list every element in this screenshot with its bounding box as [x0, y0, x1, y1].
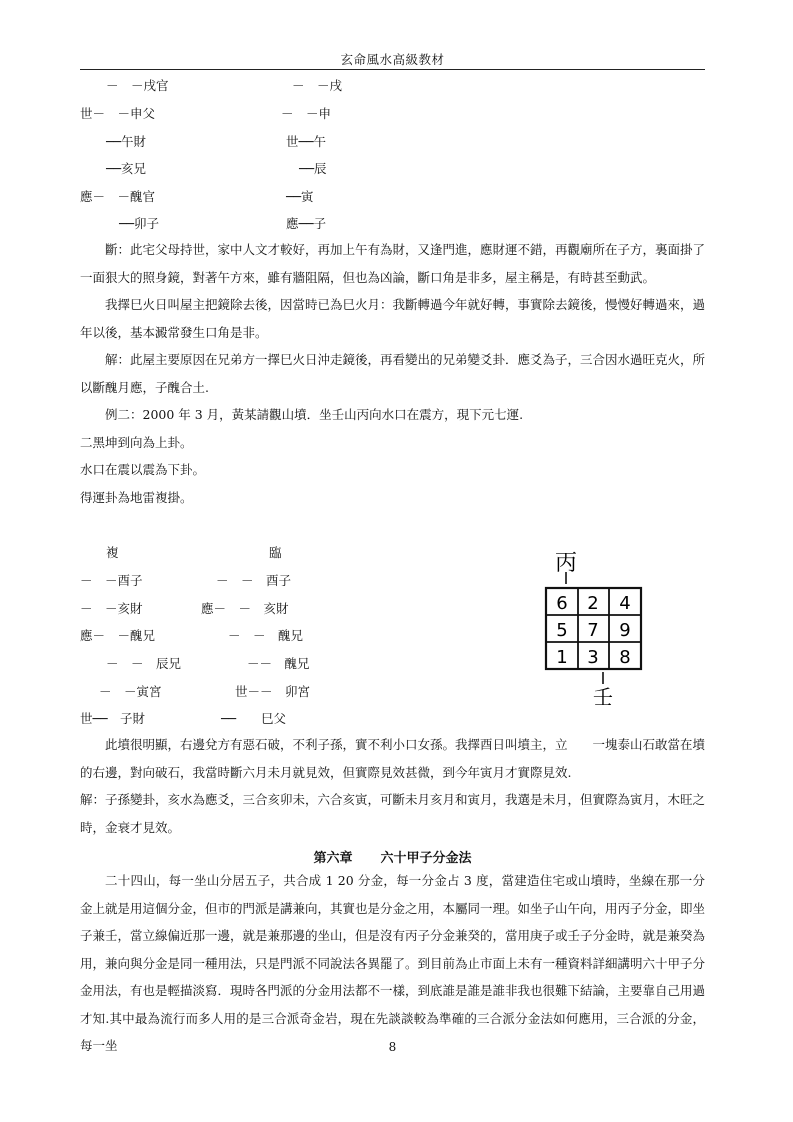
- hex2-right-line-6: ── 巳父: [221, 711, 287, 726]
- paragraph-explanation: 解：此屋主要原因在兄弟方一擇巳火日沖走鏡後，再看變出的兄弟變爻卦．應爻為子，三合因水過旺克火，所以斷醜月應，子醜合土.: [80, 352, 706, 395]
- example2-line-2: 水口在震以震為下卦。: [80, 462, 206, 477]
- grid-cell: 6: [556, 593, 568, 614]
- page-header: 玄命風水高級教材: [340, 52, 445, 67]
- header-rule: [80, 69, 705, 70]
- grid-cell: 8: [619, 647, 631, 668]
- paragraph-judgement: 斷：此宅父母持世，家中人文才較好，再加上午有為財，又逢門進，應財運不錯，再觀廟所在子方，裏面掛了一面狠大的照身鏡，對著午方來，雖有牆阻隔，但也為凶論，斷口角是非多，屋主稱是，有時甚至動武。: [80, 242, 706, 285]
- hex1-left-line-4: ──亥兄: [106, 161, 147, 176]
- hex2-right-line-3: － － 醜兄: [228, 628, 304, 643]
- hex1-right-line-2: － －申: [281, 106, 332, 121]
- hex2-right-title: 臨: [269, 545, 282, 560]
- grid-cell: 1: [556, 647, 568, 668]
- grid-cell: 7: [587, 620, 599, 641]
- chapter-heading: [80, 847, 705, 866]
- hex2-left-line-5: － －寅宮: [99, 684, 162, 699]
- example2-line-3: 得運卦為地雷複掛。: [80, 489, 193, 505]
- paragraph-example2-intro: 例二：2000 年 3 月，黃某請觀山墳．坐壬山丙向水口在震方，現下元七運.: [105, 407, 524, 422]
- hex1-right-line-1: － －戌: [292, 78, 343, 93]
- grid-cell: 4: [619, 593, 631, 614]
- hex1-left-line-1: － －戌官: [106, 78, 169, 93]
- hex1-right-line-4: ──辰: [299, 161, 327, 176]
- hex2-left-line-4: － － 辰兄: [106, 656, 182, 671]
- hex2-right-line-5: 世－－ 卯宮: [235, 684, 311, 699]
- hex1-left-line-6: ──卯子: [119, 216, 160, 231]
- chapter-number: 第六章: [313, 851, 353, 866]
- grid-cell: 5: [556, 620, 568, 641]
- hex1-left-line-2: 世－ －申父: [80, 106, 156, 121]
- hex2-right-line-4: －－ 醜兄: [247, 656, 310, 671]
- example2-line-1: 二黑坤到向為上卦。: [80, 434, 193, 450]
- hex1-right-line-6: 應──子: [286, 216, 327, 231]
- grid-cell: 9: [619, 620, 631, 641]
- hex2-left-title: 複: [106, 545, 119, 560]
- grid-cell: 3: [587, 647, 599, 668]
- hex2-right-line-2: 應－ － 亥財: [201, 601, 289, 616]
- hex2-left-line-3: 應－ －醜兄: [80, 628, 156, 643]
- paragraphs-section-3: [80, 867, 705, 1060]
- flying-star-chart: [540, 548, 670, 708]
- paragraph-grave-explanation: 解：子孫變卦，亥水為應爻，三合亥卯未，六合亥寅，可斷未月亥月和寅月，我選是未月，但實際為寅月，木旺之時，金衰才見效。: [80, 792, 706, 835]
- hex1-left-line-3: ──午財: [106, 134, 147, 149]
- hex1-right-line-3: 世──午: [286, 134, 327, 149]
- paragraphs-section-1: [80, 236, 705, 511]
- hex1-right-line-5: ──寅: [286, 189, 314, 204]
- compass-top-label: 丙: [554, 551, 578, 576]
- paragraph-fenjin-intro: 二十四山，每一坐山分居五子，共合成 1 20 分金，每一分金占 3 度，當建造住宅或山墳時，坐線在那一分金上就是用這個分金，但市的門派是講兼向，其實也是分金之用，本屬同一理。如坐子山午向，用丙子分金，即坐子兼壬，當立線偏近那一邊，就是兼那邊的坐山，但是沒有丙子分金兼癸的，當用庚子或壬子分金時，就是兼癸為用，兼向與分金是同一種用法，只是門派不同說法各異罷了。到目前為止市面上未有一種資料詳細講明六十甲子分金用法，有也是輕描淡寫．現時各門派的分金用法都不一樣，到底誰是誰是誰非我也很難下結論，主要靠自己用過才知.其中最為流行而多人用的是三合派奇金岩，現在先談談較為準確的三合派分金法如何應用，三合派的分金，每一坐: [80, 873, 706, 1053]
- hex1-left-line-5: 應－ －醜官: [80, 189, 156, 204]
- hex2-right-line-1: － － 酉子: [216, 573, 292, 588]
- compass-bottom-label: 壬: [593, 685, 613, 708]
- hex2-left-line-2: － －亥財: [80, 601, 143, 616]
- hex2-left-line-1: － －酉子: [80, 573, 143, 588]
- hex2-left-line-6: 世── 子財: [80, 711, 146, 726]
- paragraph-remedy: 我擇巳火日叫屋主把鏡除去後，因當時已為巳火月：我斷轉過今年就好轉，事實除去鏡後，慢慢好轉過來，過年以後，基本澱常發生口角是非。: [80, 297, 706, 340]
- paragraph-grave-analysis: 此墳很明顯，右邊兌方有惡石破，不利子孫，實不利小口女孫。我擇酉日叫墳主，立 一塊泰山石敢當在墳的右邊，對向破石，我當時斷六月未月就見效，但實際見效甚微，到今年寅月才實際見效.: [80, 737, 706, 780]
- paragraphs-section-2: [80, 731, 705, 841]
- page-number: 8: [388, 1040, 397, 1054]
- chapter-title: 六十甲子分金法: [380, 851, 472, 866]
- grid-cell: 2: [587, 593, 599, 614]
